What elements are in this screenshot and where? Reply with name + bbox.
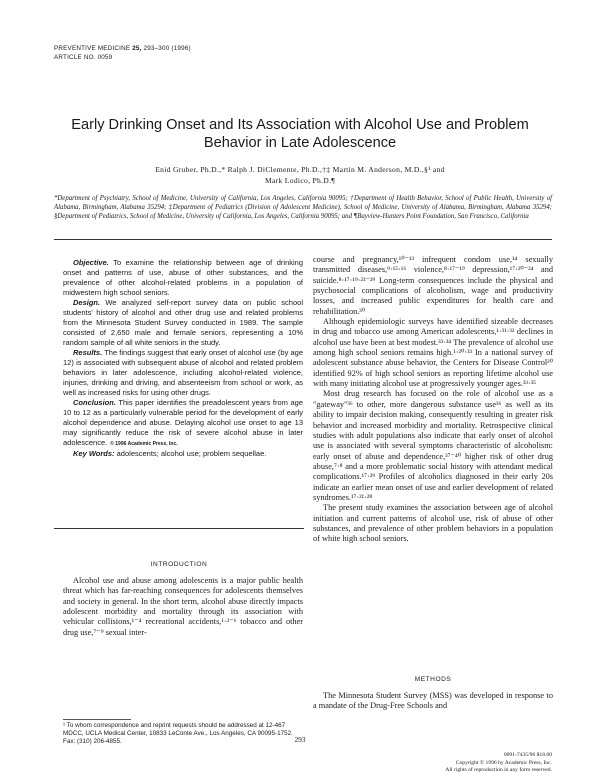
journal-pages: 293–300 (1996) [143, 45, 191, 52]
footnote-rule [63, 719, 131, 720]
objective-text: To examine the relationship between age of drinking onset and patterns of use, abuse of other substances, and the prevalence of other alcohol-related problems in a population of midwestern high school seniors. [63, 258, 303, 297]
objective-label: Objective. [73, 258, 109, 267]
page-number: 293 [294, 735, 306, 744]
methods-column [313, 691, 553, 712]
conclusion-text: This paper identifies the preadolescent years from age 10 to 12 as a particularly vulnerable period for the development of early alcohol dependence and abuse. Delaying alcohol use onset to age 13 may significantly reduce the risk of severe alcohol abuse in later adolescence. [63, 398, 304, 447]
footnote: ¹ To whom correspondence and reprint requests should be addressed at 12-467 MDCC, UCLA Medical Center, 10833 LeConte Ave., Los Angeles, CA 90095-1752. Fax: (310) 206-4855. [63, 722, 293, 746]
author-line: Mark Lodico, Ph.D.¶ [264, 176, 336, 185]
section-heading-introduction: INTRODUCTION [150, 561, 208, 568]
section-heading-methods: METHODS [414, 676, 452, 683]
copyright-block [400, 752, 552, 775]
abstract-copyright: © 1996 Academic Press, Inc. [110, 441, 178, 447]
body-paragraph: Most drug research has focused on the role of alcohol use as a "gateway"³⁶ to other, more dangerous substance use³⁶ as well as its ability to impair decision making, consequently resulting in greater risk behavior and increased morbidity and mortality. Retrospective clinical studies with adult populations also indicate that early onset of alcohol use is associated with several symptoms characteristic of alcoholism: early onset of abuse and dependence,³⁷⁻⁴⁰ higher risk of other drug abuse,⁷·⁸ and a more problematic social history with attendant medical complications.¹⁷·²⁹ Profiles of alcoholics diagnosed in their early 20s indicate an earlier mean onset of use and earlier development of related syndromes.¹⁷·²¹·²⁸ [313, 389, 553, 502]
intro-left-column [63, 576, 303, 638]
design-text: We analyzed self-report survey data on public school students' history of alcohol and other drug use and related problems from the Minnesota Student Survey conducted in 1989. The sample consisted of 2,650 male and female seniors, representing a 10% random sample of all white seniors in the study. [63, 298, 303, 347]
copyright-line: Copyright © 1996 by Academic Press, Inc. [455, 759, 552, 766]
header-divider [54, 239, 552, 240]
abstract-objective [63, 258, 303, 298]
conclusion-label: Conclusion. [73, 398, 116, 407]
intro-paragraph: Alcohol use and abuse among adolescents is a major public health threat which has far-reaching consequences for adolescents themselves and society in general. In the short term, alcohol abuse directly impacts adolescent morbidity and mortality through its association with vehicular collisions,¹⁻⁴ recreational accidents,¹·³⁻⁶ tobacco and other drug use,⁷⁻⁹ sexual inter- [63, 576, 303, 637]
abstract-divider [54, 528, 304, 529]
body-paragraph: course and pregnancy,¹⁰⁻¹³ infrequent condom use,¹⁴ sexually transmitted diseases,⁹·¹⁵·¹⁶ violence,⁸·¹⁷⁻¹⁹ depression,¹⁷·²⁰⁻²⁴ and suicide.⁸·¹⁷·¹⁹·²³⁻²⁹ Long-term consequences include the physical and psychosocial complications of alcoholism, wage and productivity losses, and increased public expenditures for health care and rehabilitation.³⁰ [313, 255, 553, 316]
abstract [63, 258, 303, 459]
article-number: ARTICLE NO. 0059 [54, 54, 113, 61]
design-label: Design. [73, 298, 101, 307]
price-code: 0091-7435/96 $18.00 [503, 752, 552, 758]
author-line: Enid Gruber, Ph.D.,* Ralph J. DiClemente, Ph.D.,†‡ Martin M. Anderson, M.D.,§¹ and [155, 165, 445, 174]
author-list [70, 164, 530, 186]
keywords-label: Key Words: [73, 449, 115, 458]
right-column [313, 255, 553, 545]
affiliations: *Department of Psychiatry, School of Medicine, University of California, Los Angeles, California 90095; †Department of Health Behavior, School of Public Health, University of Alabama, Birmingham, Alabama 35294; ‡Department of Pediatrics (Division of Adolescent Medicine), School of Medicine, University of Alabama, Birmingham, Alabama 35294; §Department of Pediatrics, School of Medicine, University of California, Los Angeles, California 90095; and ¶Bayview-Hunters Point Foundation, San Francisco, California [54, 195, 552, 221]
keywords-text: adolescents; alcohol use; problem sequellae. [116, 449, 267, 458]
rights-line: All rights of reproduction in any form reserved. [445, 767, 552, 773]
journal-volume: 25, [132, 45, 142, 52]
abstract-conclusion [63, 398, 303, 449]
journal-header [54, 44, 191, 62]
journal-name: PREVENTIVE MEDICINE [54, 45, 131, 52]
results-text: The findings suggest that early onset of alcohol use (by age 12) is associated with subsequent abuse of alcohol and related problem behaviors in later adolescence, including alcohol-related violence, injuries, drinking and driving, and absenteeism from school or work, as well as increased risks for using other drugs. [63, 348, 303, 397]
abstract-results [63, 348, 303, 398]
body-paragraph: Although epidemiologic surveys have identified sizeable decreases in drug and tobacco use among American adolescents,¹·³¹·³² declines in alcohol use have been at best modest.³³·³⁴ The prevalence of alcohol use among high school seniors remains high.¹·²⁰·³³ In a national survey of adolescent substance abuse behavior, the Centers for Disease Control²⁰ identified 92% of high school seniors as reporting lifetime alcohol use with many initiating alcohol use at progressively younger ages.³³·³⁵ [313, 317, 553, 389]
abstract-keywords [63, 449, 303, 459]
methods-paragraph: The Minnesota Student Survey (MSS) was developed in response to a mandate of the Drug-Free Schools and [313, 691, 553, 711]
body-paragraph: The present study examines the association between age of alcohol initiation and current patterns of alcohol use, risk of abuse of other substances, and prevalence of other problem behaviors in a population of white high school seniors. [313, 503, 553, 544]
results-label: Results. [73, 348, 103, 357]
abstract-design [63, 298, 303, 348]
article-title: Early Drinking Onset and Its Association with Alcohol Use and Problem Behavior in Late Adolescence [71, 117, 529, 151]
